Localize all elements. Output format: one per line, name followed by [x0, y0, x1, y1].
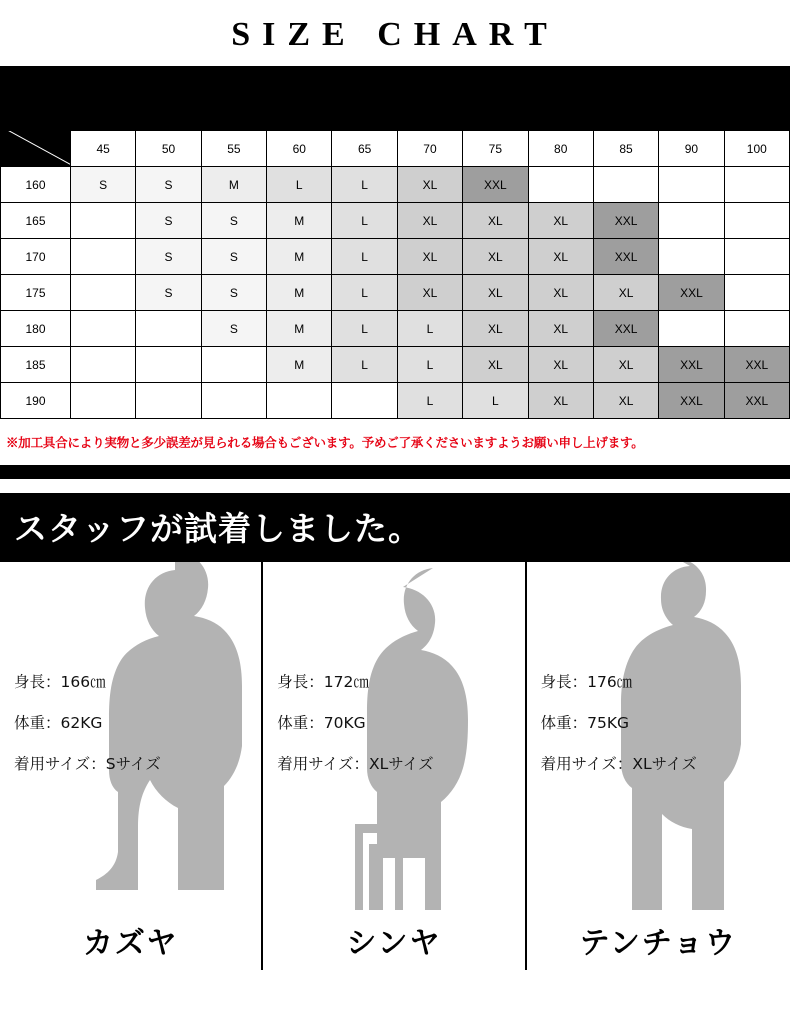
staff-names-row [0, 910, 790, 970]
size-cell: XL [528, 347, 593, 383]
size-cell: XL [528, 383, 593, 419]
size-cell [659, 203, 724, 239]
size-cell: XL [593, 383, 658, 419]
disclaimer-note: ※加工具合により実物と多少誤差が見られる場合もございます。予めご了承くださいますようお願い申し上げます。 [6, 436, 644, 450]
table-row [1, 383, 790, 419]
size-cell: L [397, 311, 462, 347]
size-table [0, 130, 790, 419]
size-cell: S [201, 275, 266, 311]
size-cell [332, 383, 397, 419]
size-cell [136, 311, 201, 347]
row-header: 165 [1, 203, 71, 239]
size-cell: L [332, 311, 397, 347]
size-cell: XL [397, 167, 462, 203]
col-header: 75 [463, 131, 528, 167]
size-cell [593, 167, 658, 203]
staff-card-2 [263, 562, 526, 910]
staff-card-3 [527, 562, 790, 910]
size-cell: L [332, 347, 397, 383]
col-header: 80 [528, 131, 593, 167]
row-header: 180 [1, 311, 71, 347]
size-cell [724, 239, 789, 275]
staff-height: 身長：176㎝ [540, 673, 633, 691]
size-cell: XXL [659, 383, 724, 419]
staff-name-2: シンヤ [263, 910, 526, 970]
staff-section-heading: スタッフが試着しました。 [0, 493, 790, 562]
size-cell: XL [593, 275, 658, 311]
col-header: 90 [659, 131, 724, 167]
size-cell [659, 167, 724, 203]
row-header: 190 [1, 383, 71, 419]
table-corner-cell [1, 131, 71, 167]
row-header: 160 [1, 167, 71, 203]
size-cell: L [397, 383, 462, 419]
size-cell: S [136, 239, 201, 275]
diagonal-line-icon [1, 131, 71, 167]
staff-worn-size: 着用サイズ：XLサイズ [540, 755, 697, 773]
staff-info-2 [277, 670, 433, 793]
size-cell: XL [463, 239, 528, 275]
staff-name-3: テンチョウ [579, 926, 738, 961]
table-header-row [1, 131, 790, 167]
col-header: 65 [332, 131, 397, 167]
size-cell [724, 275, 789, 311]
size-cell: XXL [724, 383, 789, 419]
col-header: 100 [724, 131, 789, 167]
table-row [1, 167, 790, 203]
table-row [1, 311, 790, 347]
size-cell [71, 203, 136, 239]
size-cell [71, 347, 136, 383]
size-cell: XXL [463, 167, 528, 203]
col-header: 45 [71, 131, 136, 167]
size-cell: S [201, 311, 266, 347]
staff-info-3 [541, 670, 697, 793]
table-row [1, 239, 790, 275]
staff-weight: 体重：70KG [277, 714, 366, 732]
table-row [1, 203, 790, 239]
size-cell [659, 239, 724, 275]
row-header: 175 [1, 275, 71, 311]
size-table-wrapper [0, 130, 790, 419]
col-header: 85 [593, 131, 658, 167]
size-cell: M [267, 239, 332, 275]
table-row [1, 347, 790, 383]
size-cell: XL [463, 347, 528, 383]
section-divider-bar [0, 465, 790, 479]
size-cell: XL [463, 275, 528, 311]
size-cell [71, 275, 136, 311]
size-cell: XXL [593, 203, 658, 239]
size-cell [136, 383, 201, 419]
size-cell: S [136, 167, 201, 203]
page-title: SIZE CHART [231, 16, 559, 53]
size-cell [71, 383, 136, 419]
staff-worn-size: 着用サイズ：XLサイズ [277, 755, 434, 773]
staff-weight: 体重：75KG [540, 714, 629, 732]
size-cell: S [201, 239, 266, 275]
size-cell: XL [528, 311, 593, 347]
size-cell [267, 383, 332, 419]
size-cell [724, 203, 789, 239]
size-cell [71, 239, 136, 275]
size-cell: XL [463, 203, 528, 239]
size-cell: XL [463, 311, 528, 347]
size-cell: L [397, 347, 462, 383]
size-cell: L [267, 167, 332, 203]
size-cell: XXL [724, 347, 789, 383]
size-cell [724, 311, 789, 347]
size-cell: XXL [593, 239, 658, 275]
header-black-bar [0, 66, 790, 130]
size-cell [201, 383, 266, 419]
size-cell: XL [397, 203, 462, 239]
size-cell: L [332, 203, 397, 239]
size-cell: S [201, 203, 266, 239]
row-header: 170 [1, 239, 71, 275]
size-cell: XXL [659, 347, 724, 383]
size-cell: M [267, 347, 332, 383]
table-row [1, 275, 790, 311]
size-cell: L [332, 167, 397, 203]
size-cell: L [332, 239, 397, 275]
size-cell [659, 311, 724, 347]
size-cell: L [332, 275, 397, 311]
col-header: 55 [201, 131, 266, 167]
size-cell [136, 347, 201, 383]
size-cell: XL [397, 239, 462, 275]
size-cell [724, 167, 789, 203]
size-cell: S [136, 275, 201, 311]
staff-info-1 [14, 670, 161, 793]
size-cell: XL [593, 347, 658, 383]
row-header: 185 [1, 347, 71, 383]
size-cell: M [267, 275, 332, 311]
size-cell: S [136, 203, 201, 239]
staff-weight: 体重：62KG [14, 714, 103, 732]
size-table-body [1, 167, 790, 419]
size-cell: M [201, 167, 266, 203]
size-cell [528, 167, 593, 203]
col-header: 60 [267, 131, 332, 167]
size-cell [71, 311, 136, 347]
size-cell: XL [528, 239, 593, 275]
size-cell: XL [528, 203, 593, 239]
staff-card-1 [0, 562, 263, 910]
size-cell: XL [528, 275, 593, 311]
col-header: 50 [136, 131, 201, 167]
size-cell: XXL [659, 275, 724, 311]
size-cell: S [71, 167, 136, 203]
size-cell: L [463, 383, 528, 419]
section-spacer [0, 479, 790, 493]
size-cell: M [267, 311, 332, 347]
size-cell: M [267, 203, 332, 239]
staff-panels [0, 562, 790, 910]
staff-height: 身長：172㎝ [277, 673, 369, 691]
size-cell: XL [397, 275, 462, 311]
size-cell [201, 347, 266, 383]
staff-height: 身長：166㎝ [14, 673, 106, 691]
size-cell: XXL [593, 311, 658, 347]
staff-worn-size: 着用サイズ：Sサイズ [14, 755, 161, 773]
col-header: 70 [397, 131, 462, 167]
staff-name-1: カズヤ [0, 910, 263, 970]
